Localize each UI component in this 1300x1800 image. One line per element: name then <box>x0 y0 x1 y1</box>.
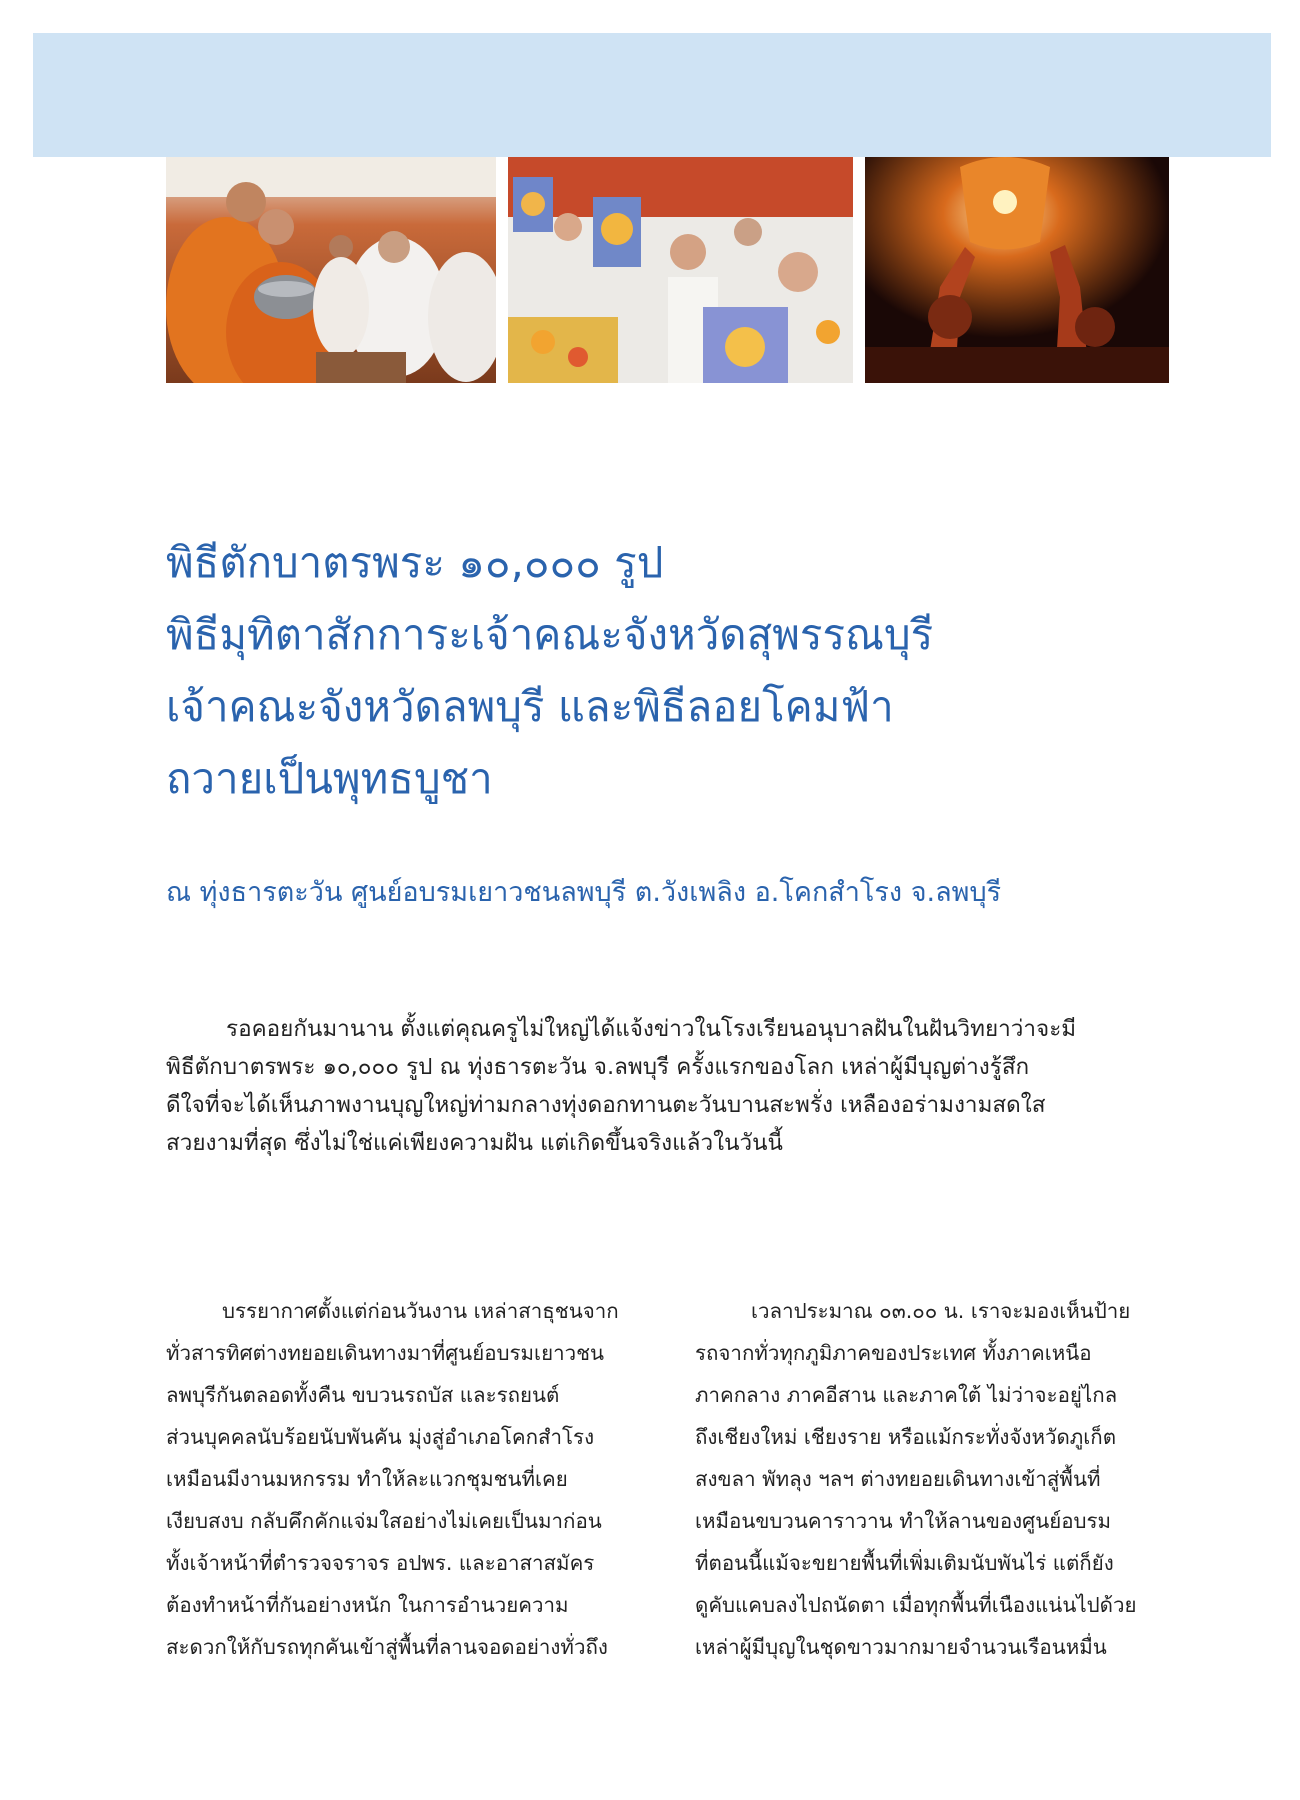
intro-line: รอคอยกันมานาน ตั้งแต่คุณครูไม่ใหญ่ได้แจ้งข่าวในโรงเรียนอนุบาลฝันในฝันวิทยาว่าจะมี <box>226 1016 1077 1042</box>
body-line: ที่ตอนนี้แม้จะขยายพื้นที่เพิ่มเติมนับพันไร่ แต่ก็ยัง <box>695 1551 1114 1575</box>
article-title <box>166 527 1166 815</box>
body-line: ทั้งเจ้าหน้าที่ตำรวจจราจร อปพร. และอาสาสมัคร <box>166 1551 595 1575</box>
body-line: เวลาประมาณ ๐๓.๐๐ น. เราจะมองเห็นป้าย <box>751 1299 1131 1323</box>
title-line: เจ้าคณะจังหวัดลพบุรี และพิธีลอยโคมฟ้า <box>166 682 894 731</box>
title-line: ถวายเป็นพุทธบูชา <box>166 754 493 803</box>
body-line: ถึงเชียงใหม่ เชียงราย หรือแม้กระทั่งจังหวัดภูเก็ต <box>695 1425 1117 1449</box>
body-line: ทั่วสารทิศต่างทยอยเดินทางมาที่ศูนย์อบรมเยาวชน <box>166 1341 605 1365</box>
left-column-paragraph <box>166 1290 641 1668</box>
intro-line: พิธีตักบาตรพระ ๑๐,๐๐๐ รูป ณ ทุ่งธารตะวัน จ.ลพบุรี ครั้งแรกของโลก เหล่าผู้มีบุญต่างรู้สึก <box>166 1054 1030 1080</box>
body-line: เหมือนมีงานมหกรรม ทำให้ละแวกชุมชนที่เคย <box>166 1467 568 1491</box>
header-banner <box>33 33 1271 157</box>
white-clad-crowd-photo <box>508 157 853 383</box>
body-line: บรรยากาศตั้งแต่ก่อนวันงาน เหล่าสาธุชนจาก <box>222 1299 619 1323</box>
body-line: ส่วนบุคคลนับร้อยนับพันคัน มุ่งสู่อำเภอโคกสำโรง <box>166 1425 595 1449</box>
body-line: เหล่าผู้มีบุญในชุดขาวมากมายจำนวนเรือนหมื่น <box>695 1635 1107 1659</box>
body-line: รถจากทั่วทุกภูมิภาคของประเทศ ทั้งภาคเหนือ <box>695 1341 1092 1365</box>
body-line: เหมือนขบวนคาราวาน ทำให้ลานของศูนย์อบรม <box>695 1509 1112 1533</box>
body-line: ต้องทำหน้าที่กันอย่างหนัก ในการอำนวยความ <box>166 1593 569 1617</box>
body-line: ลพบุรีกันตลอดทั้งคืน ขบวนรถบัส และรถยนต์ <box>166 1383 560 1407</box>
title-line: พิธีตักบาตรพระ ๑๐,๐๐๐ รูป <box>166 538 664 587</box>
monks-alms-round-photo <box>166 157 496 383</box>
body-line: สงขลา พัทลุง ฯลฯ ต่างทยอยเดินทางเข้าสู่พื้นที่ <box>695 1467 1101 1491</box>
intro-line: สวยงามที่สุด ซึ่งไม่ใช่แค่เพียงความฝัน แต่เกิดขึ้นจริงแล้วในวันนี้ <box>166 1130 783 1156</box>
intro-paragraph <box>166 1010 1170 1162</box>
body-line: สะดวกให้กับรถทุกคันเข้าสู่พื้นที่ลานจอดอย่างทั่วถึง <box>166 1635 608 1659</box>
title-line: พิธีมุทิตาสักการะเจ้าคณะจังหวัดสุพรรณบุรี <box>166 610 934 659</box>
intro-line: ดีใจที่จะได้เห็นภาพงานบุญใหญ่ท่ามกลางทุ่งดอกทานตะวันบานสะพรั่ง เหลืองอร่ามงามสดใส <box>166 1092 1046 1118</box>
right-column-paragraph <box>695 1290 1170 1668</box>
sky-lantern-photo <box>865 157 1169 383</box>
body-line: ดูคับแคบลงไปถนัดตา เมื่อทุกพื้นที่เนืองแน่นไปด้วย <box>695 1593 1137 1617</box>
article-subtitle: ณ ทุ่งธารตะวัน ศูนย์อบรมเยาวชนลพบุรี ต.วังเพลิง อ.โคกสำโรง จ.ลพบุรี <box>166 877 1002 908</box>
body-line: ภาคกลาง ภาคอีสาน และภาคใต้ ไม่ว่าจะอยู่ไกล <box>695 1383 1118 1407</box>
body-line: เงียบสงบ กลับคึกคักแจ่มใสอย่างไม่เคยเป็นมาก่อน <box>166 1509 602 1533</box>
